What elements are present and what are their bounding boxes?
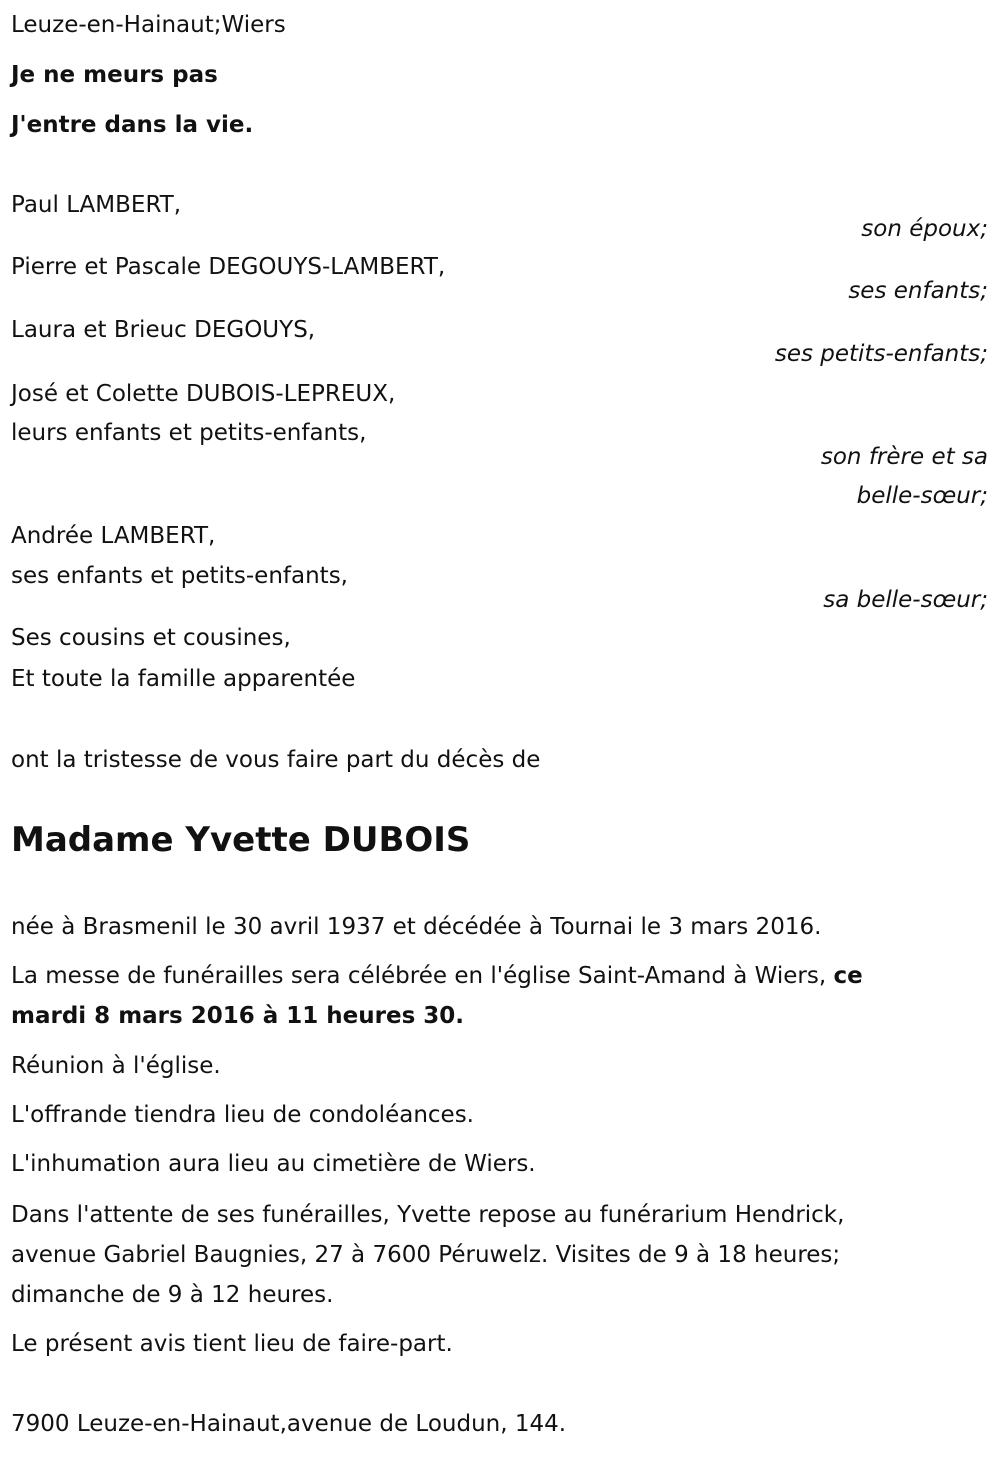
quote-line-1: Je ne meurs pas (11, 62, 218, 88)
rest-line-3: dimanche de 9 à 12 heures. (11, 1282, 334, 1308)
mass-date-start: ce (833, 963, 863, 989)
mass-date: mardi 8 mars 2016 à 11 heures 30. (11, 1003, 465, 1029)
family-name: Ses cousins et cousines, (11, 625, 291, 651)
family-relation: ses enfants; (848, 278, 988, 304)
birth-death: née à Brasmenil le 30 avril 1937 et décédée à Tournai le 3 mars 2016. (11, 914, 822, 940)
family-name: leurs enfants et petits-enfants, (11, 420, 367, 446)
notice: Le présent avis tient lieu de faire-part. (11, 1331, 453, 1357)
burial: L'inhumation aura lieu au cimetière de Wiers. (11, 1151, 536, 1177)
rest-line-1: Dans l'attente de ses funérailles, Yvette repose au funérarium Hendrick, (11, 1202, 845, 1228)
deceased-name: Madame Yvette DUBOIS (11, 820, 471, 860)
family-name: Andrée LAMBERT, (11, 523, 216, 549)
family-relation: sa belle-sœur; (823, 587, 988, 613)
rest-line-2: avenue Gabriel Baugnies, 27 à 7600 Péruwelz. Visites de 9 à 18 heures; (11, 1242, 841, 1268)
family-name: Paul LAMBERT, (11, 192, 182, 218)
offering: L'offrande tiendra lieu de condoléances. (11, 1102, 474, 1128)
family-name: ses enfants et petits-enfants, (11, 563, 348, 589)
announcement: ont la tristesse de vous faire part du décès de (11, 747, 541, 773)
quote-line-2: J'entre dans la vie. (11, 112, 254, 138)
family-name: José et Colette DUBOIS-LEPREUX, (11, 381, 396, 407)
address: 7900 Leuze-en-Hainaut,avenue de Loudun, 144. (11, 1411, 567, 1437)
family-relation: son époux; (861, 216, 988, 242)
mass-info (11, 961, 863, 991)
location: Leuze-en-Hainaut;Wiers (11, 12, 286, 38)
meeting: Réunion à l'église. (11, 1053, 221, 1079)
family-name: Et toute la famille apparentée (11, 666, 356, 692)
family-name: Laura et Brieuc DEGOUYS, (11, 317, 316, 343)
family-name: Pierre et Pascale DEGOUYS-LAMBERT, (11, 254, 446, 280)
family-relation: belle-sœur; (856, 483, 988, 509)
family-relation: son frère et sa (820, 444, 988, 470)
family-relation: ses petits-enfants; (774, 341, 988, 367)
mass-text: La messe de funérailles sera célébrée en l'église Saint-Amand à Wiers, (11, 963, 827, 989)
